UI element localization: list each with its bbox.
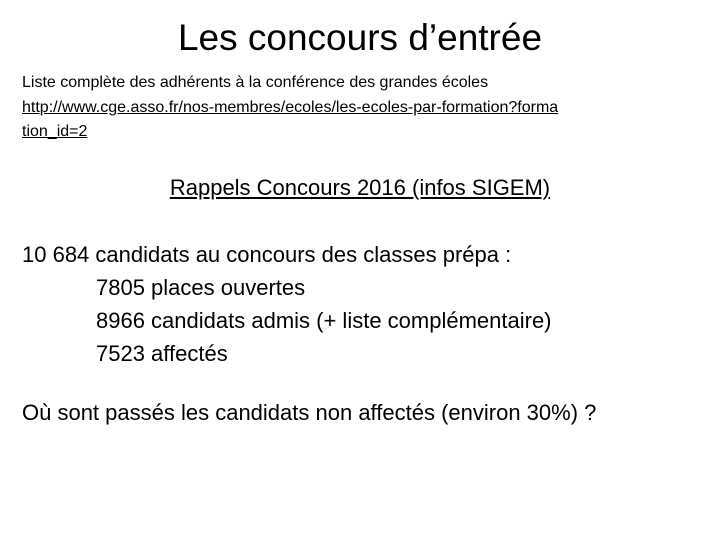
stats-item-assigned: 7523 affectés — [96, 341, 228, 366]
slide-title: Les concours d’entrée — [177, 17, 543, 58]
stats-item-places: 7805 places ouvertes — [96, 275, 306, 300]
stats-item-admitted: 8966 candidats admis (+ liste complémentaire) — [96, 308, 552, 333]
cge-link[interactable]: http://www.cge.asso.fr/nos-membres/ecoles/les-ecoles-par-formation?formation_id=2 — [22, 99, 559, 140]
question-text: Où sont passés les candidats non affectés (environ 30%) ? — [22, 400, 597, 425]
intro-text: Liste complète des adhérents à la conférence des grandes écoles — [22, 74, 489, 91]
stats-list — [22, 271, 552, 370]
section-heading: Rappels Concours 2016 (infos SIGEM) — [169, 175, 551, 200]
stats-lead: 10 684 candidats au concours des classes prépa : — [22, 242, 512, 267]
stats-block — [22, 239, 552, 370]
